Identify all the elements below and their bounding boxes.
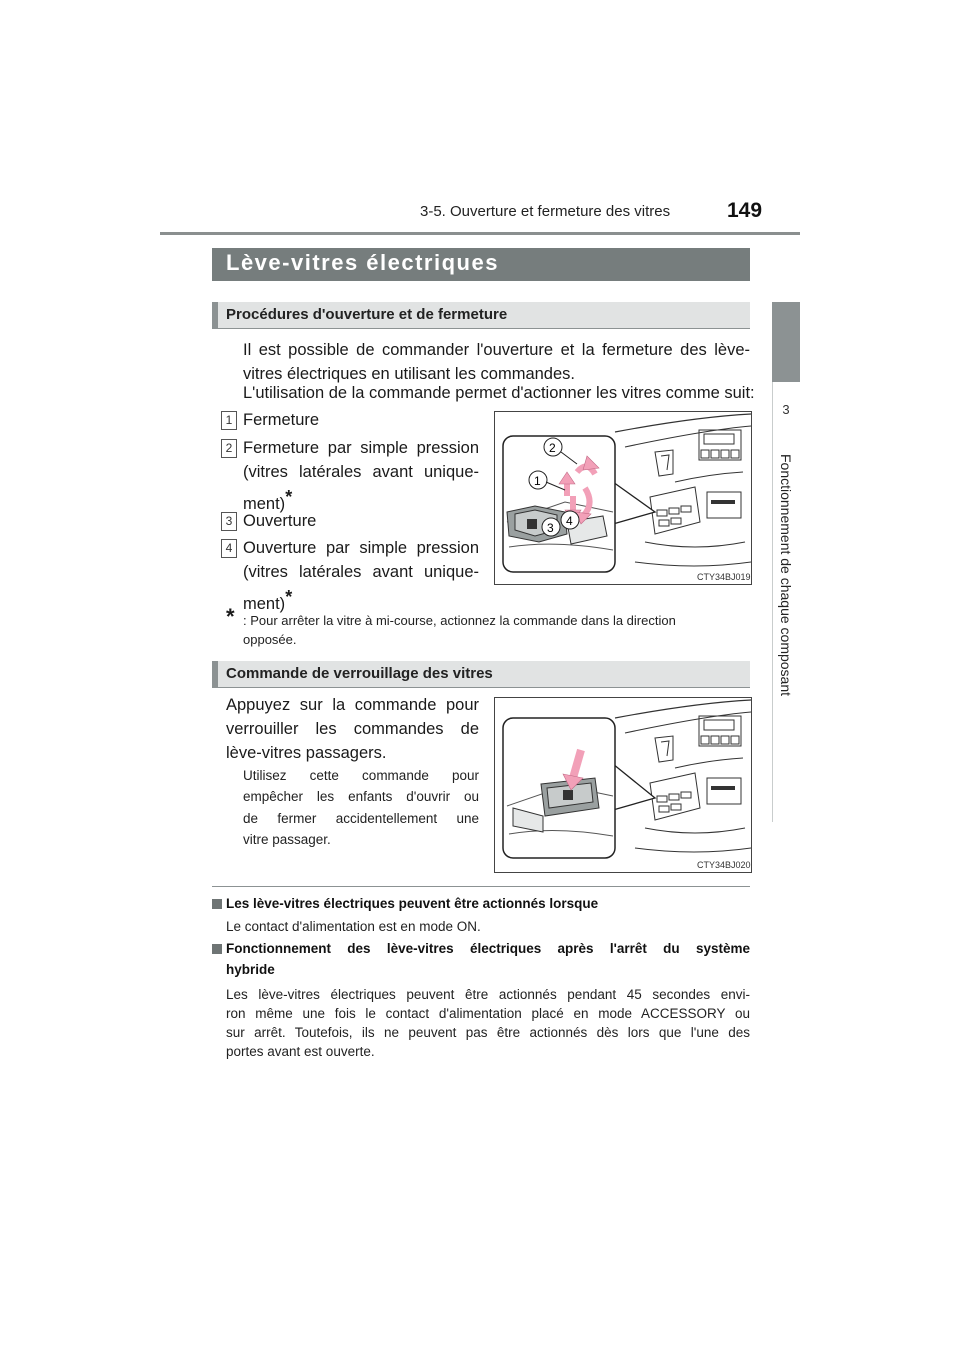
figure-lock-switch <box>494 697 752 873</box>
section2-heading-rule <box>212 687 750 688</box>
callout-2: 2 <box>549 441 556 455</box>
note-2-body-line-1: Les lève-vitres électriques peuvent être actionnés pendant 45 secondes envi- <box>226 987 750 1002</box>
intro-line-3: L'utilisation de la commande permet d'actionner les vitres comme suit: <box>243 384 755 402</box>
section1-heading: Procédures d'ouverture et de fermeture <box>226 306 508 323</box>
item-4-star: * <box>285 587 293 607</box>
footnote-line-1: : Pour arrêter la vitre à mi-course, actionnez la commande dans la direction <box>243 613 676 628</box>
item-4-line-2: (vitres latérales avant unique- <box>243 563 479 581</box>
section2-sub-line-4: vitre passager. <box>243 832 331 847</box>
note-bullet-1 <box>212 899 222 909</box>
note-2-body-line-3: sur arrêt. Toutefois, ils ne peuvent pas être actionnés dès lors que l'une des <box>226 1025 750 1040</box>
item-2-line-3-text: ment) <box>243 495 286 513</box>
figure-window-switch <box>494 411 752 585</box>
section2-para-line-2: verrouiller les commandes de <box>226 720 479 738</box>
note-2-body-line-4: portes avant est ouverte. <box>226 1044 375 1059</box>
chapter-number: 3 <box>782 402 790 417</box>
intro-line-1: Il est possible de commander l'ouverture et la fermeture des lève- <box>243 341 750 359</box>
item-number-4: 4 <box>221 539 237 558</box>
lock-switch-illustration <box>495 698 751 872</box>
page-title: Lève-vitres électriques <box>226 250 499 275</box>
note-1-body: Le contact d'alimentation est en mode ON. <box>226 919 481 934</box>
item-number-2: 2 <box>221 439 237 458</box>
window-switch-illustration <box>495 412 751 584</box>
section2-para-line-1: Appuyez sur la commande pour <box>226 696 479 714</box>
footnote-line-2: opposée. <box>243 632 297 647</box>
callout-3: 3 <box>547 521 554 535</box>
item-2-star: * <box>285 487 293 507</box>
section2-sub-line-1: Utilisez cette commande pour <box>243 768 479 783</box>
running-header-section: 3-5. Ouverture et fermeture des vitres <box>420 203 671 220</box>
page-number: 149 <box>727 199 763 222</box>
note-1-heading: Les lève-vitres électriques peuvent être actionnés lorsque <box>226 896 599 911</box>
section1-heading-rule <box>212 328 750 329</box>
item-1-text: Fermeture <box>243 411 320 429</box>
section2-sub-line-2: empêcher les enfants d'ouvrir ou <box>243 789 479 804</box>
chapter-title: Fonctionnement de chaque composant <box>778 453 794 697</box>
chapter-tab-marker <box>772 302 800 382</box>
item-2-line-1: Fermeture par simple pression <box>243 439 479 457</box>
section2-sub-line-3: de fermer accidentellement une <box>243 811 479 826</box>
section2-para-line-3: lève-vitres passagers. <box>226 744 387 762</box>
section2-heading: Commande de verrouillage des vitres <box>226 665 493 682</box>
note-bullet-2 <box>212 944 222 954</box>
note-2-body-line-2: ron même une fois le contact d'alimentation placé en mode ACCESSORY ou <box>226 1006 750 1021</box>
item-3-text: Ouverture <box>243 512 317 530</box>
footnote-star: * <box>226 604 235 629</box>
item-number-1: 1 <box>221 411 237 430</box>
item-2-line-2: (vitres latérales avant unique- <box>243 463 479 481</box>
callout-1: 1 <box>534 474 541 488</box>
note-2-heading-line-2: hybride <box>226 962 275 977</box>
note-2-heading-line-1: Fonctionnement des lève-vitres électriques après l'arrêt du système <box>226 941 750 956</box>
notes-divider <box>212 886 750 887</box>
item-4-line-3-text: ment) <box>243 595 286 613</box>
figure-code-2: CTY34BJ020 <box>697 860 751 870</box>
intro-line-2: vitres électriques en utilisant les commandes. <box>243 365 575 383</box>
callout-4: 4 <box>566 514 573 528</box>
item-number-3: 3 <box>221 512 237 531</box>
figure-code-1: CTY34BJ019 <box>697 572 751 582</box>
header-rule <box>160 232 800 235</box>
item-4-line-1: Ouverture par simple pression <box>243 539 479 557</box>
